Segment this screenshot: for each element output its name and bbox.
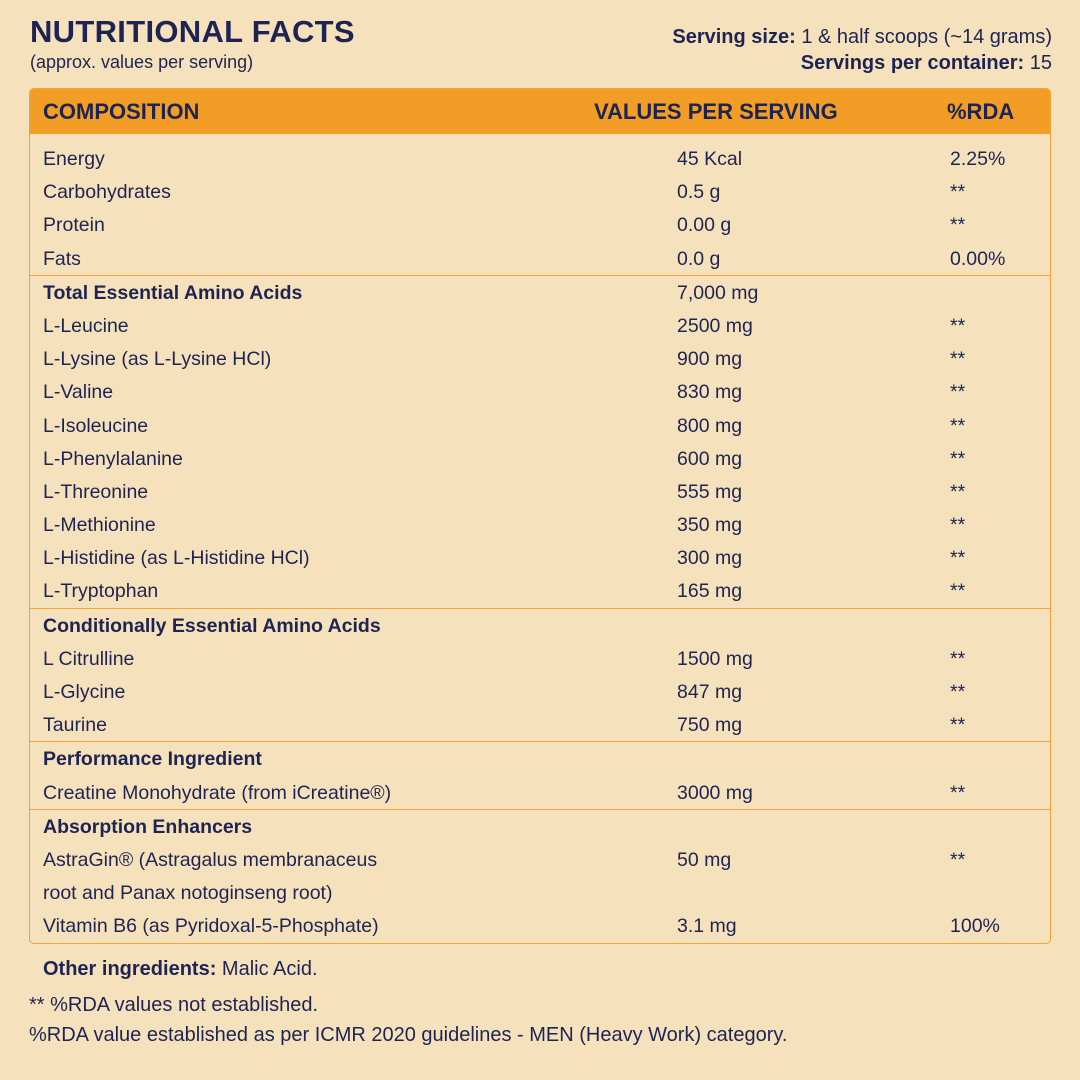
nutrient-name: Creatine Monohydrate (from iCreatine®) (43, 781, 392, 804)
nutrient-rda: ** (950, 314, 966, 337)
nutrient-value: 1500 mg (677, 647, 753, 670)
table-group (30, 741, 1050, 808)
nutrient-value: 0.5 g (677, 181, 721, 204)
nutrition-table (29, 88, 1051, 944)
nutrient-name: L-Threonine (43, 480, 149, 503)
nutrient-value: 0.00 g (677, 214, 732, 237)
table-row (30, 876, 1050, 909)
nutrient-rda: 2.25% (950, 148, 1006, 170)
nutrient-name: L Citrulline (43, 647, 135, 670)
nutrient-name: root and Panax notoginseng root) (43, 882, 333, 905)
table-row (30, 208, 1050, 241)
table-row (30, 843, 1050, 876)
table-row (30, 175, 1050, 208)
servings-per-container-line (672, 50, 1052, 76)
nutrient-name: Absorption Enhancers (43, 815, 253, 838)
nutrient-value: 555 mg (677, 480, 743, 503)
nutrient-rda: 0.00% (950, 247, 1006, 270)
table-section-heading (30, 276, 1050, 309)
nutrient-name: Conditionally Essential Amino Acids (43, 614, 381, 637)
footnote-rda-not-established: ** %RDA values not established. (29, 994, 319, 1016)
nutrient-name: AstraGin® (Astragalus membranaceus (43, 848, 378, 871)
nutrient-rda: ** (950, 447, 966, 470)
serving-size-value: 1 & half scoops (~14 grams) (795, 26, 1052, 48)
table-row (30, 142, 1050, 175)
nutrient-rda: ** (950, 681, 966, 703)
nutrient-rda: ** (950, 647, 966, 670)
nutrient-rda: ** (950, 181, 966, 204)
nutrient-value: 2500 mg (677, 314, 753, 337)
table-row (30, 475, 1050, 508)
other-ingredients (43, 958, 318, 981)
other-ingredients-label: Other ingredients: (43, 958, 217, 980)
nutrient-value: 7,000 mg (677, 281, 759, 304)
nutrient-name: L-Isoleucine (43, 414, 149, 437)
page-title: NUTRITIONAL FACTS (30, 14, 355, 49)
nutrient-rda: ** (950, 414, 966, 437)
table-section-heading (30, 742, 1050, 775)
nutrient-name: L-Lysine (as L-Lysine HCl) (43, 348, 272, 371)
other-ingredients-value: Malic Acid. (216, 958, 318, 980)
nutrient-value: 300 mg (677, 547, 743, 570)
table-group (30, 608, 1050, 742)
nutrient-name: Total Essential Amino Acids (43, 281, 303, 304)
nutrient-rda: ** (950, 348, 966, 371)
nutrient-value: 3.1 mg (677, 915, 737, 938)
table-row (30, 342, 1050, 375)
nutrient-value: 165 mg (677, 580, 743, 603)
nutrient-rda: ** (950, 714, 966, 737)
nutrient-name: Carbohydrates (43, 181, 171, 204)
nutrient-name: Fats (43, 247, 81, 270)
table-row (30, 574, 1050, 607)
nutrient-value: 45 Kcal (677, 148, 743, 170)
column-header-composition: COMPOSITION (43, 99, 200, 124)
table-body (30, 134, 1050, 943)
serving-size-label: Serving size: (672, 26, 796, 48)
nutrient-name: L-Leucine (43, 314, 129, 337)
table-row (30, 309, 1050, 342)
nutrient-name: Vitamin B6 (as Pyridoxal-5-Phosphate) (43, 915, 379, 938)
servings-label: Servings per container: (800, 52, 1025, 74)
nutrient-value: 3000 mg (677, 781, 753, 804)
nutrient-name: Energy (43, 148, 105, 170)
footnote-icmr-guidelines: %RDA value established as per ICMR 2020 guidelines - MEN (Heavy Work) category. (29, 1024, 788, 1046)
nutrient-value: 847 mg (677, 681, 743, 703)
nutrient-rda: ** (950, 214, 966, 237)
nutrient-rda: ** (950, 580, 966, 603)
nutrient-rda: ** (950, 547, 966, 570)
table-row (30, 708, 1050, 741)
column-header-values: VALUES PER SERVING (594, 99, 838, 124)
table-header (30, 89, 1050, 134)
nutrient-name: L-Phenylalanine (43, 447, 183, 470)
nutrient-rda: ** (950, 781, 966, 804)
nutrient-name: L-Methionine (43, 514, 156, 537)
nutrient-value: 830 mg (677, 381, 743, 404)
nutrient-value: 50 mg (677, 848, 732, 871)
nutrient-rda: ** (950, 848, 966, 871)
table-section-heading (30, 810, 1050, 843)
table-row (30, 909, 1050, 942)
nutrient-name: L-Valine (43, 381, 114, 404)
nutrient-name: L-Tryptophan (43, 580, 159, 603)
page-subtitle: (approx. values per serving) (30, 52, 254, 72)
table-row (30, 409, 1050, 442)
column-header-rda: %RDA (947, 99, 1015, 124)
nutrient-value: 800 mg (677, 414, 743, 437)
table-group (30, 809, 1050, 943)
table-row (30, 242, 1050, 275)
nutrient-value: 900 mg (677, 348, 743, 371)
nutrient-value: 600 mg (677, 447, 743, 470)
table-row (30, 776, 1050, 809)
serving-size-line (672, 24, 1052, 50)
nutrient-name: Taurine (43, 714, 107, 737)
nutrient-name: L-Histidine (as L-Histidine HCl) (43, 547, 310, 570)
table-row (30, 541, 1050, 574)
nutrient-name: Protein (43, 214, 105, 237)
table-row (30, 675, 1050, 708)
nutrient-value: 0.0 g (677, 247, 721, 270)
table-row (30, 375, 1050, 408)
table-section-heading (30, 609, 1050, 642)
nutrient-rda: ** (950, 514, 966, 537)
table-row (30, 642, 1050, 675)
nutrient-value: 350 mg (677, 514, 743, 537)
nutrient-value: 750 mg (677, 714, 743, 737)
table-group (30, 134, 1050, 275)
nutrient-name: Performance Ingredient (43, 748, 262, 771)
nutrient-name: L-Glycine (43, 681, 126, 703)
table-row (30, 442, 1050, 475)
servings-value: 15 (1024, 52, 1052, 74)
nutrient-rda: 100% (950, 915, 1000, 938)
table-group (30, 275, 1050, 608)
table-row (30, 508, 1050, 541)
nutrient-rda: ** (950, 480, 966, 503)
nutrient-rda: ** (950, 381, 966, 404)
serving-info (672, 24, 1052, 76)
